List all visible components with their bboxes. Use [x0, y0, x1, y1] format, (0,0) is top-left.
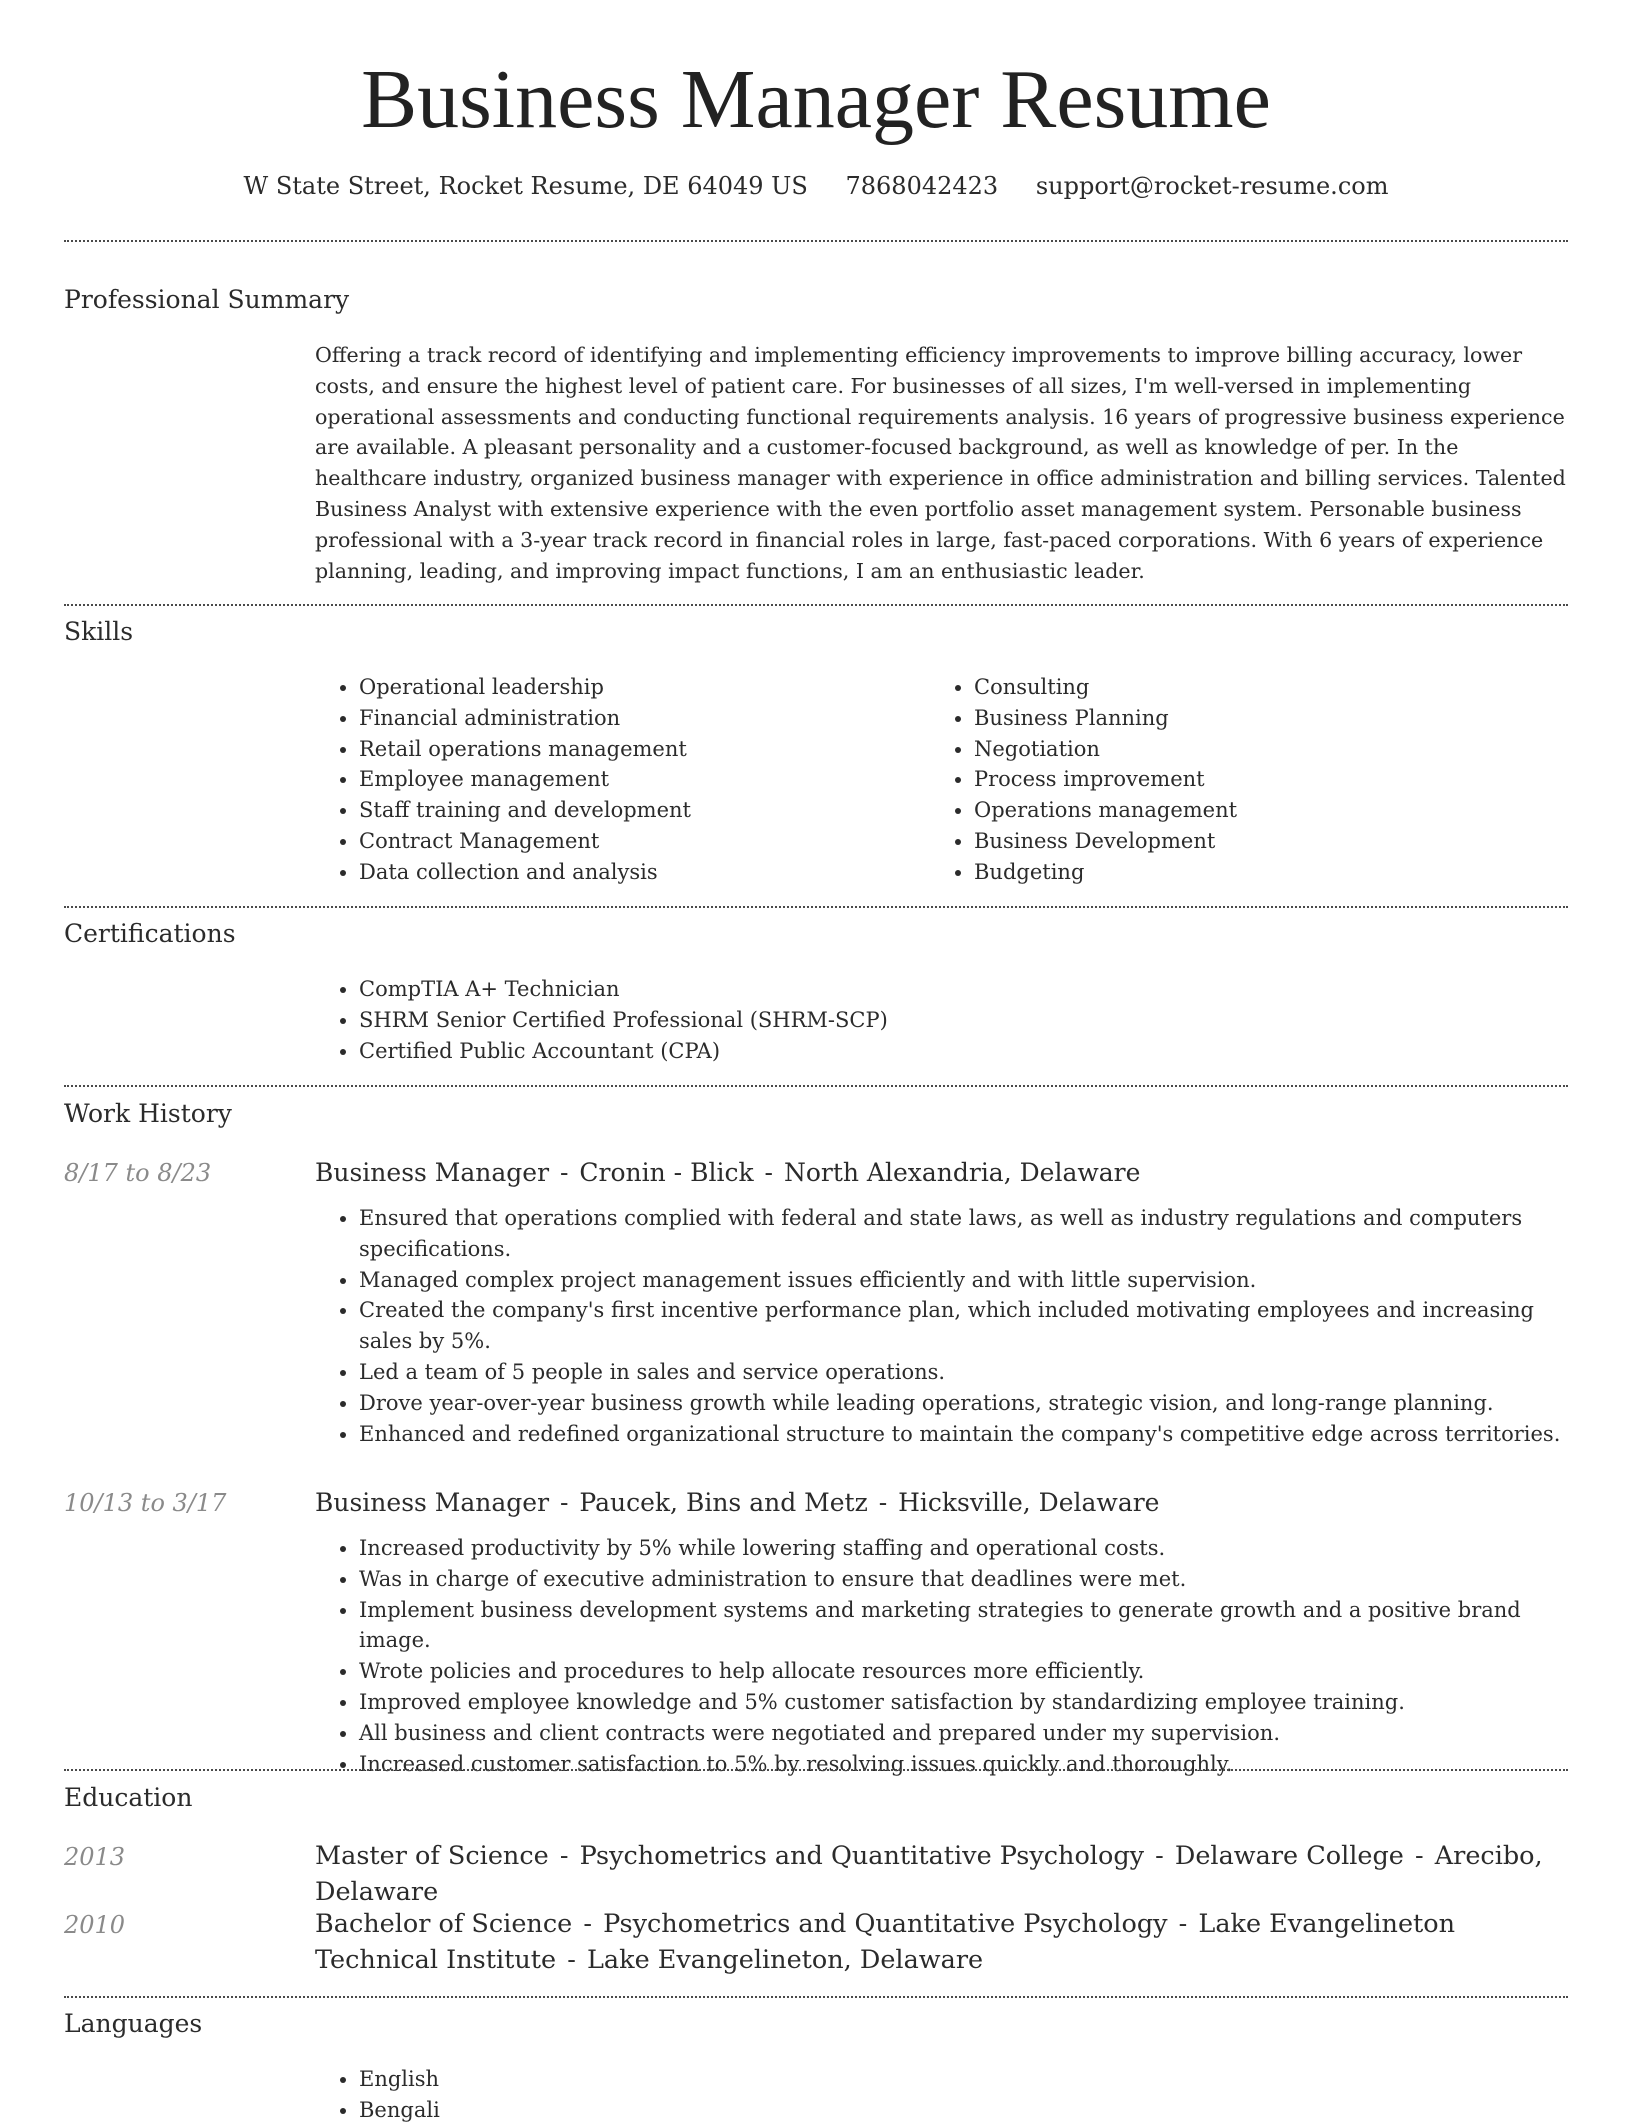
skill-item: • Operational leadership [359, 672, 691, 703]
job-bullets [315, 1533, 1568, 1779]
skills-list-left [315, 672, 691, 888]
education-field: Psychometrics and Quantitative Psychology [579, 1841, 1145, 1871]
skill-item: • Contract Management [359, 826, 691, 857]
skill-item: • Operations management [974, 795, 1237, 826]
skill-item: • Staff training and development [359, 795, 691, 826]
education-year: 2010 [64, 1911, 126, 1939]
skills-list-right [930, 672, 1237, 888]
job-title-line: Business Manager - Paucek, Bins and Metz - Hicksville, Delaware [315, 1488, 1160, 1517]
education-entry [315, 1838, 1568, 1910]
education-location: Lake Evangelineton, Delaware [586, 1945, 984, 1975]
job-company: Cronin - Blick [579, 1158, 754, 1187]
languages-list [315, 2064, 1568, 2126]
job-bullet: • Was in charge of executive administration to ensure that deadlines were met. [359, 1564, 1568, 1595]
education-school: Delaware College [1174, 1841, 1404, 1871]
education-entry [315, 1906, 1568, 1978]
skill-item: • Business Development [974, 826, 1237, 857]
skills-section [315, 672, 1568, 892]
education-year: 2013 [64, 1843, 126, 1871]
certification-item: • CompTIA A+ Technician [359, 974, 1568, 1005]
education-line: Master of Science - Psychometrics and Quantitative Psychology - Delaware College - Arecibo, Delaware [315, 1841, 1543, 1907]
education-degree: Master of Science [315, 1841, 549, 1871]
job-title-line: Business Manager - Cronin - Blick - North Alexandria, Delaware [315, 1158, 1141, 1187]
skill-item: • Process improvement [974, 764, 1237, 795]
contact-address: W State Street, Rocket Resume, DE 64049 US [243, 172, 808, 200]
section-divider [64, 604, 1568, 606]
certifications-list [315, 974, 1568, 1066]
job-title: Business Manager [315, 1158, 550, 1187]
education-field: Psychometrics and Quantitative Psychology [603, 1909, 1168, 1939]
job-location: Hicksville, Delaware [898, 1488, 1160, 1517]
job-bullet: • Implement business development systems and marketing strategies to generate growth and a positive brand image. [359, 1595, 1568, 1657]
summary-text: Offering a track record of identifying and implementing efficiency improvements to improve billing accuracy, lower costs, and ensure the highest level of patient care. For businesses of all sizes, I'm well-versed in implementing operational assessments and conducting functional requirements analysis. 16 years of progressive business experience are available. A pleasant personality and a customer-focused background, as well as knowledge of per. In the healthcare industry, organized business manager with experience in office administration and billing services. Talented Business Analyst with extensive experience with the even portfolio asset management system. Personable business professional with a 3-year track record in financial roles in large, fast-paced corporations. With 6 years of experience planning, leading, and improving impact functions, I am an enthusiastic leader. [315, 343, 1566, 583]
job-bullet: • Drove year-over-year business growth while leading operations, strategic vision, and long-range planning. [359, 1388, 1568, 1419]
skill-item: • Financial administration [359, 703, 691, 734]
certification-item: • Certified Public Accountant (CPA) [359, 1036, 1568, 1067]
page-title: Business Manager Resume [361, 53, 1271, 146]
education-line: Bachelor of Science - Psychometrics and Quantitative Psychology - Lake Evangelineton Technical Institute - Lake Evangelineton, Delaware [315, 1909, 1456, 1975]
certifications-heading: Certifications [64, 919, 236, 948]
skill-item: • Data collection and analysis [359, 857, 691, 888]
certifications-section [315, 974, 1568, 1066]
summary-section [315, 340, 1568, 586]
job-entry [315, 1486, 1568, 1779]
skill-item: • Negotiation [974, 734, 1237, 765]
section-divider [64, 1085, 1568, 1087]
job-company: Paucek, Bins and Metz [579, 1488, 868, 1517]
skills-heading: Skills [64, 617, 134, 646]
language-item: • Bengali [359, 2095, 1568, 2126]
section-divider [64, 1996, 1568, 1998]
education-school: Lake Evangelineton Technical Institute [315, 1909, 1456, 1975]
contact-line [64, 170, 1568, 202]
skill-item: • Consulting [974, 672, 1237, 703]
job-bullet: • Created the company's first incentive performance plan, which included motivating employees and increasing sales by 5%. [359, 1295, 1568, 1357]
skill-item: • Retail operations management [359, 734, 691, 765]
job-bullet: • Increased productivity by 5% while lowering staffing and operational costs. [359, 1533, 1568, 1564]
job-location: North Alexandria, Delaware [783, 1158, 1141, 1187]
section-divider [64, 1769, 1568, 1771]
languages-heading: Languages [64, 2009, 203, 2038]
education-heading: Education [64, 1783, 193, 1812]
contact-phone: 7868042423 [845, 172, 999, 200]
job-bullet: • Ensured that operations complied with federal and state laws, as well as industry regulations and computers specifications. [359, 1203, 1568, 1265]
work-heading: Work History [64, 1099, 232, 1128]
language-item: • English [359, 2064, 1568, 2095]
education-location: Arecibo, Delaware [315, 1841, 1543, 1907]
job-bullet: • Managed complex project management issues efficiently and with little supervision. [359, 1265, 1568, 1296]
job-bullet: • Led a team of 5 people in sales and service operations. [359, 1357, 1568, 1388]
job-title: Business Manager [315, 1488, 550, 1517]
job-bullets [315, 1203, 1568, 1449]
contact-email: support@rocket-resume.com [1035, 172, 1389, 200]
job-bullet: • Improved employee knowledge and 5% customer satisfaction by standardizing employee training. [359, 1687, 1568, 1718]
certification-item: • SHRM Senior Certified Professional (SHRM-SCP) [359, 1005, 1568, 1036]
job-bullet: • Enhanced and redefined organizational structure to maintain the company's competitive edge across territories. [359, 1419, 1568, 1450]
job-bullet: • All business and client contracts were negotiated and prepared under my supervision. [359, 1718, 1568, 1749]
job-entry [315, 1156, 1568, 1449]
section-divider [64, 240, 1568, 242]
summary-heading: Professional Summary [64, 285, 350, 314]
skill-item: • Business Planning [974, 703, 1237, 734]
job-bullet: • Wrote policies and procedures to help allocate resources more efficiently. [359, 1656, 1568, 1687]
job-dates: 10/13 to 3/17 [64, 1489, 227, 1517]
skill-item: • Budgeting [974, 857, 1237, 888]
skill-item: • Employee management [359, 764, 691, 795]
section-divider [64, 906, 1568, 908]
job-dates: 8/17 to 8/23 [64, 1159, 212, 1187]
languages-section [315, 2064, 1568, 2126]
job-bullet: • Increased customer satisfaction to 5% by resolving issues quickly and thoroughly. [359, 1749, 1568, 1780]
education-degree: Bachelor of Science [315, 1909, 573, 1939]
